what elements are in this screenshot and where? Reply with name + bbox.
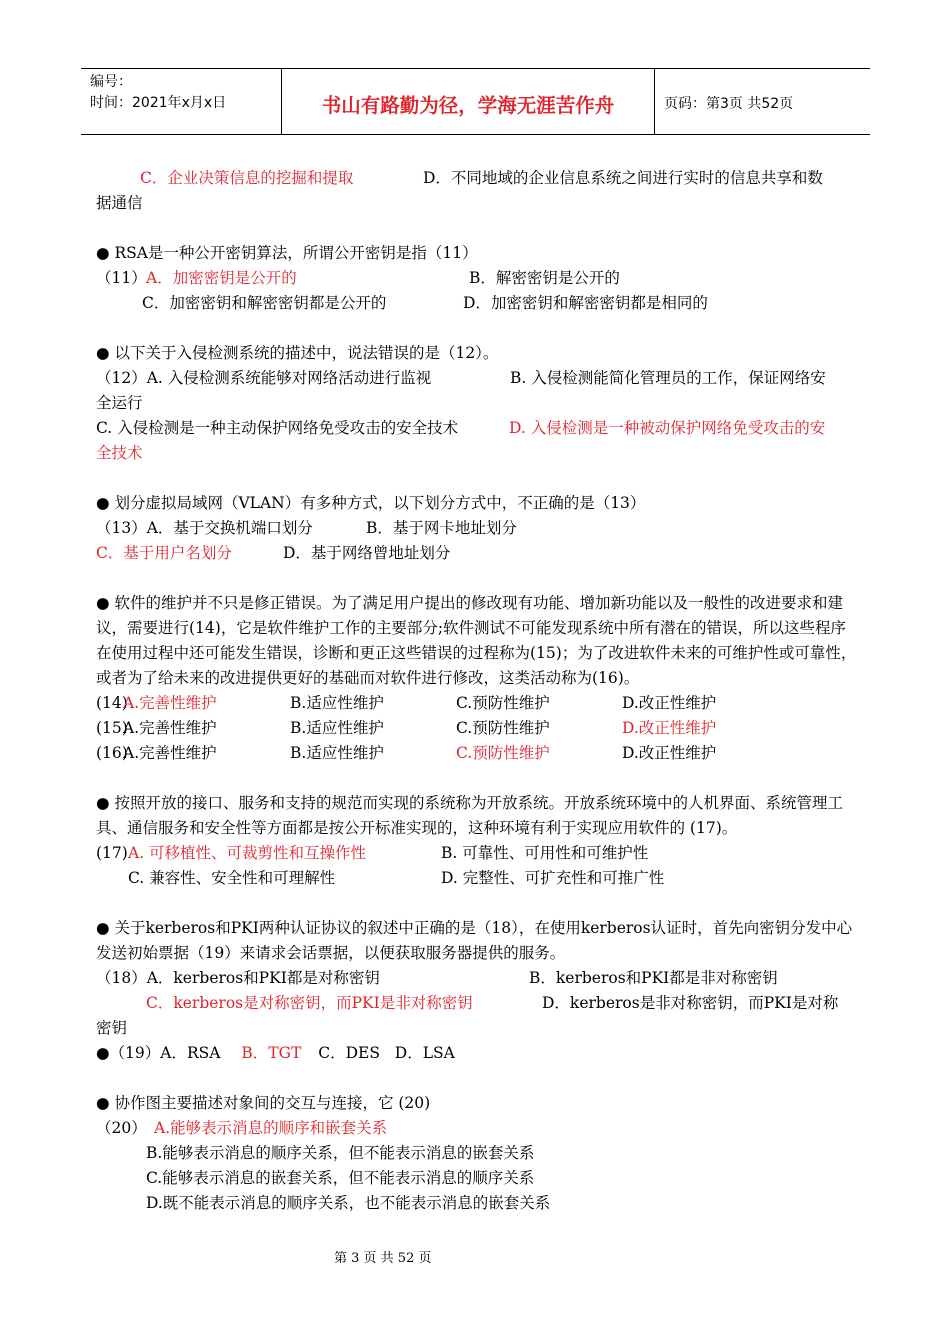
- q19-option-a: ●（19）A．RSA: [96, 1044, 221, 1062]
- q20-stem: ● 协作图主要描述对象间的交互与连接，它 (20): [96, 1094, 431, 1112]
- q12-option-b-cont: 全运行: [96, 394, 143, 412]
- q16-num: (16): [96, 744, 128, 762]
- q15-option-a: A.完善性维护: [123, 719, 217, 737]
- q20-option-a: A.能够表示消息的顺序和嵌套关系: [154, 1119, 388, 1137]
- q12-option-c: C. 入侵检测是一种主动保护网络免受攻击的安全技术: [96, 419, 459, 437]
- q18-19-stem: ● 关于kerberos和PKI两种认证协议的叙述中正确的是（18），在使用kerberos认证时，首先向密钥分发中心发送初始票据（19）来请求会话票据，以便获取服务器提供的服务。: [96, 919, 853, 962]
- q17-option-d: D. 完整性、可扩充性和可推广性: [441, 869, 665, 887]
- q12-options-ab: [96, 366, 858, 391]
- q20-option-a-row: [96, 1116, 858, 1141]
- header-motto: 书山有路勤为径，学海无涯苦作舟: [282, 69, 655, 134]
- q15-option-c: C.预防性维护: [456, 719, 550, 737]
- q13-option-d: D．基于网络曾地址划分: [283, 544, 451, 562]
- q18-option-d: D．kerberos是非对称密钥，而PKI是对称: [542, 994, 839, 1012]
- q18-option-b: B．kerberos和PKI都是非对称密钥: [529, 969, 778, 987]
- q17-options-ab: [96, 841, 858, 866]
- q11-prefix: （11）: [96, 269, 147, 287]
- exam-content: [96, 166, 858, 1216]
- q14-option-b: B.适应性维护: [290, 694, 384, 712]
- q20-option-b: B.能够表示消息的顺序关系，但不能表示消息的嵌套关系: [146, 1144, 535, 1162]
- q11-options-ab: [96, 266, 858, 291]
- q19-options-cd: C．DES D．LSA: [318, 1044, 455, 1062]
- page-header: [81, 68, 870, 135]
- q14-option-d: D.改正性维护: [622, 694, 717, 712]
- q17-stem: ● 按照开放的接口、服务和支持的规范而实现的系统称为开放系统。开放系统环境中的人机界面、系统管理工具、通信服务和安全性等方面都是按公开标准实现的，这种环境有利于实现应用软件的 (17)。: [96, 794, 843, 837]
- q14-option-a: A.完善性维护: [123, 694, 217, 712]
- q10-option-d-cont: 据通信: [96, 194, 143, 212]
- q20-prefix: （20）: [96, 1119, 147, 1137]
- q11-option-a: A．加密密钥是公开的: [146, 269, 297, 287]
- q12-option-a: （12）A. 入侵检测系统能够对网络活动进行监视: [96, 369, 432, 387]
- q13-options-ab: [96, 516, 858, 541]
- q12-options-cd: [96, 416, 858, 441]
- q13-options-cd: [96, 541, 858, 566]
- q16-option-b: B.适应性维护: [290, 744, 384, 762]
- q13-stem: ● 划分虚拟局域网（VLAN）有多种方式，以下划分方式中，不正确的是（13）: [96, 494, 646, 512]
- q17-option-c: C. 兼容性、安全性和可理解性: [128, 869, 336, 887]
- header-meta: [81, 69, 282, 134]
- q11-stem: ● RSA是一种公开密钥算法，所谓公开密钥是指（11）: [96, 244, 478, 262]
- q15-option-d: D.改正性维护: [622, 719, 717, 737]
- q18-option-a: （18）A．kerberos和PKI都是对称密钥: [96, 969, 380, 987]
- q14-options: [96, 691, 858, 716]
- date-label: 时间：2021年x月x日: [90, 95, 227, 111]
- serial-label: 编号：: [90, 74, 132, 90]
- q10-option-d: D．不同地域的企业信息系统之间进行实时的信息共享和数: [423, 169, 823, 187]
- q12-option-d-cont: 全技术: [96, 444, 143, 462]
- q16-option-a: A.完善性维护: [123, 744, 217, 762]
- page-footer: 第 3 页 共 52 页: [334, 1251, 432, 1266]
- q20-option-d: D.既不能表示消息的顺序关系，也不能表示消息的嵌套关系: [146, 1194, 551, 1212]
- q11-options-cd: [96, 291, 858, 316]
- q19-option-b: B．TGT: [241, 1044, 302, 1062]
- q14-16-stem: ● 软件的维护并不只是修正错误。为了满足用户提出的修改现有功能、增加新功能以及一般性的改进要求和建议，需要进行(14)，它是软件维护工作的主要部分;软件测试不可能发现系统中所有潜在的错误，所以这些程序在使用过程中还可能发生错误，诊断和更正这些错误的过程称为(15)；为了改进软件未来的可维护性或可靠性，或者为了给未来的改进提供更好的基础而对软件进行修改，这类活动称为(16)。: [96, 594, 857, 687]
- q12-option-b: B. 入侵检测能简化管理员的工作，保证网络安: [510, 369, 826, 387]
- q16-option-d: D.改正性维护: [622, 744, 717, 762]
- q19-options: [96, 1041, 858, 1066]
- q10-options-cd: [96, 166, 858, 191]
- q17-option-b: B. 可靠性、可用性和可维护性: [441, 844, 649, 862]
- q12-option-d: D. 入侵检测是一种被动保护网络免受攻击的安: [509, 419, 826, 437]
- q18-option-d-cont: 密钥: [96, 1019, 128, 1037]
- q17-option-a: A. 可移植性、可裁剪性和互操作性: [128, 844, 367, 862]
- q11-option-c: C．加密密钥和解密密钥都是公开的: [142, 294, 387, 312]
- q17-options-cd: [96, 866, 858, 891]
- q18-options-ab: [96, 966, 858, 991]
- q14-num: (14): [96, 694, 128, 712]
- q15-options: [96, 716, 858, 741]
- q13-option-a: （13）A．基于交换机端口划分: [96, 519, 313, 537]
- q16-option-c: C.预防性维护: [456, 744, 550, 762]
- q12-stem: ● 以下关于入侵检测系统的描述中，说法错误的是（12）。: [96, 344, 499, 362]
- q13-option-b: B．基于网卡地址划分: [366, 519, 517, 537]
- q11-option-d: D．加密密钥和解密密钥都是相同的: [463, 294, 708, 312]
- q17-prefix: (17): [96, 844, 128, 862]
- q16-options: [96, 741, 858, 766]
- q13-option-c: C．基于用户名划分: [96, 544, 232, 562]
- q14-option-c: C.预防性维护: [456, 694, 550, 712]
- q10-option-c: C．企业决策信息的挖掘和提取: [140, 169, 354, 187]
- q11-option-b: B．解密密钥是公开的: [469, 269, 620, 287]
- q18-options-cd: [96, 991, 858, 1016]
- q15-num: (15): [96, 719, 128, 737]
- q20-option-c: C.能够表示消息的嵌套关系，但不能表示消息的顺序关系: [146, 1169, 535, 1187]
- q18-option-c: C．kerberos是对称密钥，而PKI是非对称密钥: [146, 994, 473, 1012]
- q15-option-b: B.适应性维护: [290, 719, 384, 737]
- header-page-number: 页码：第3页 共52页: [664, 95, 794, 112]
